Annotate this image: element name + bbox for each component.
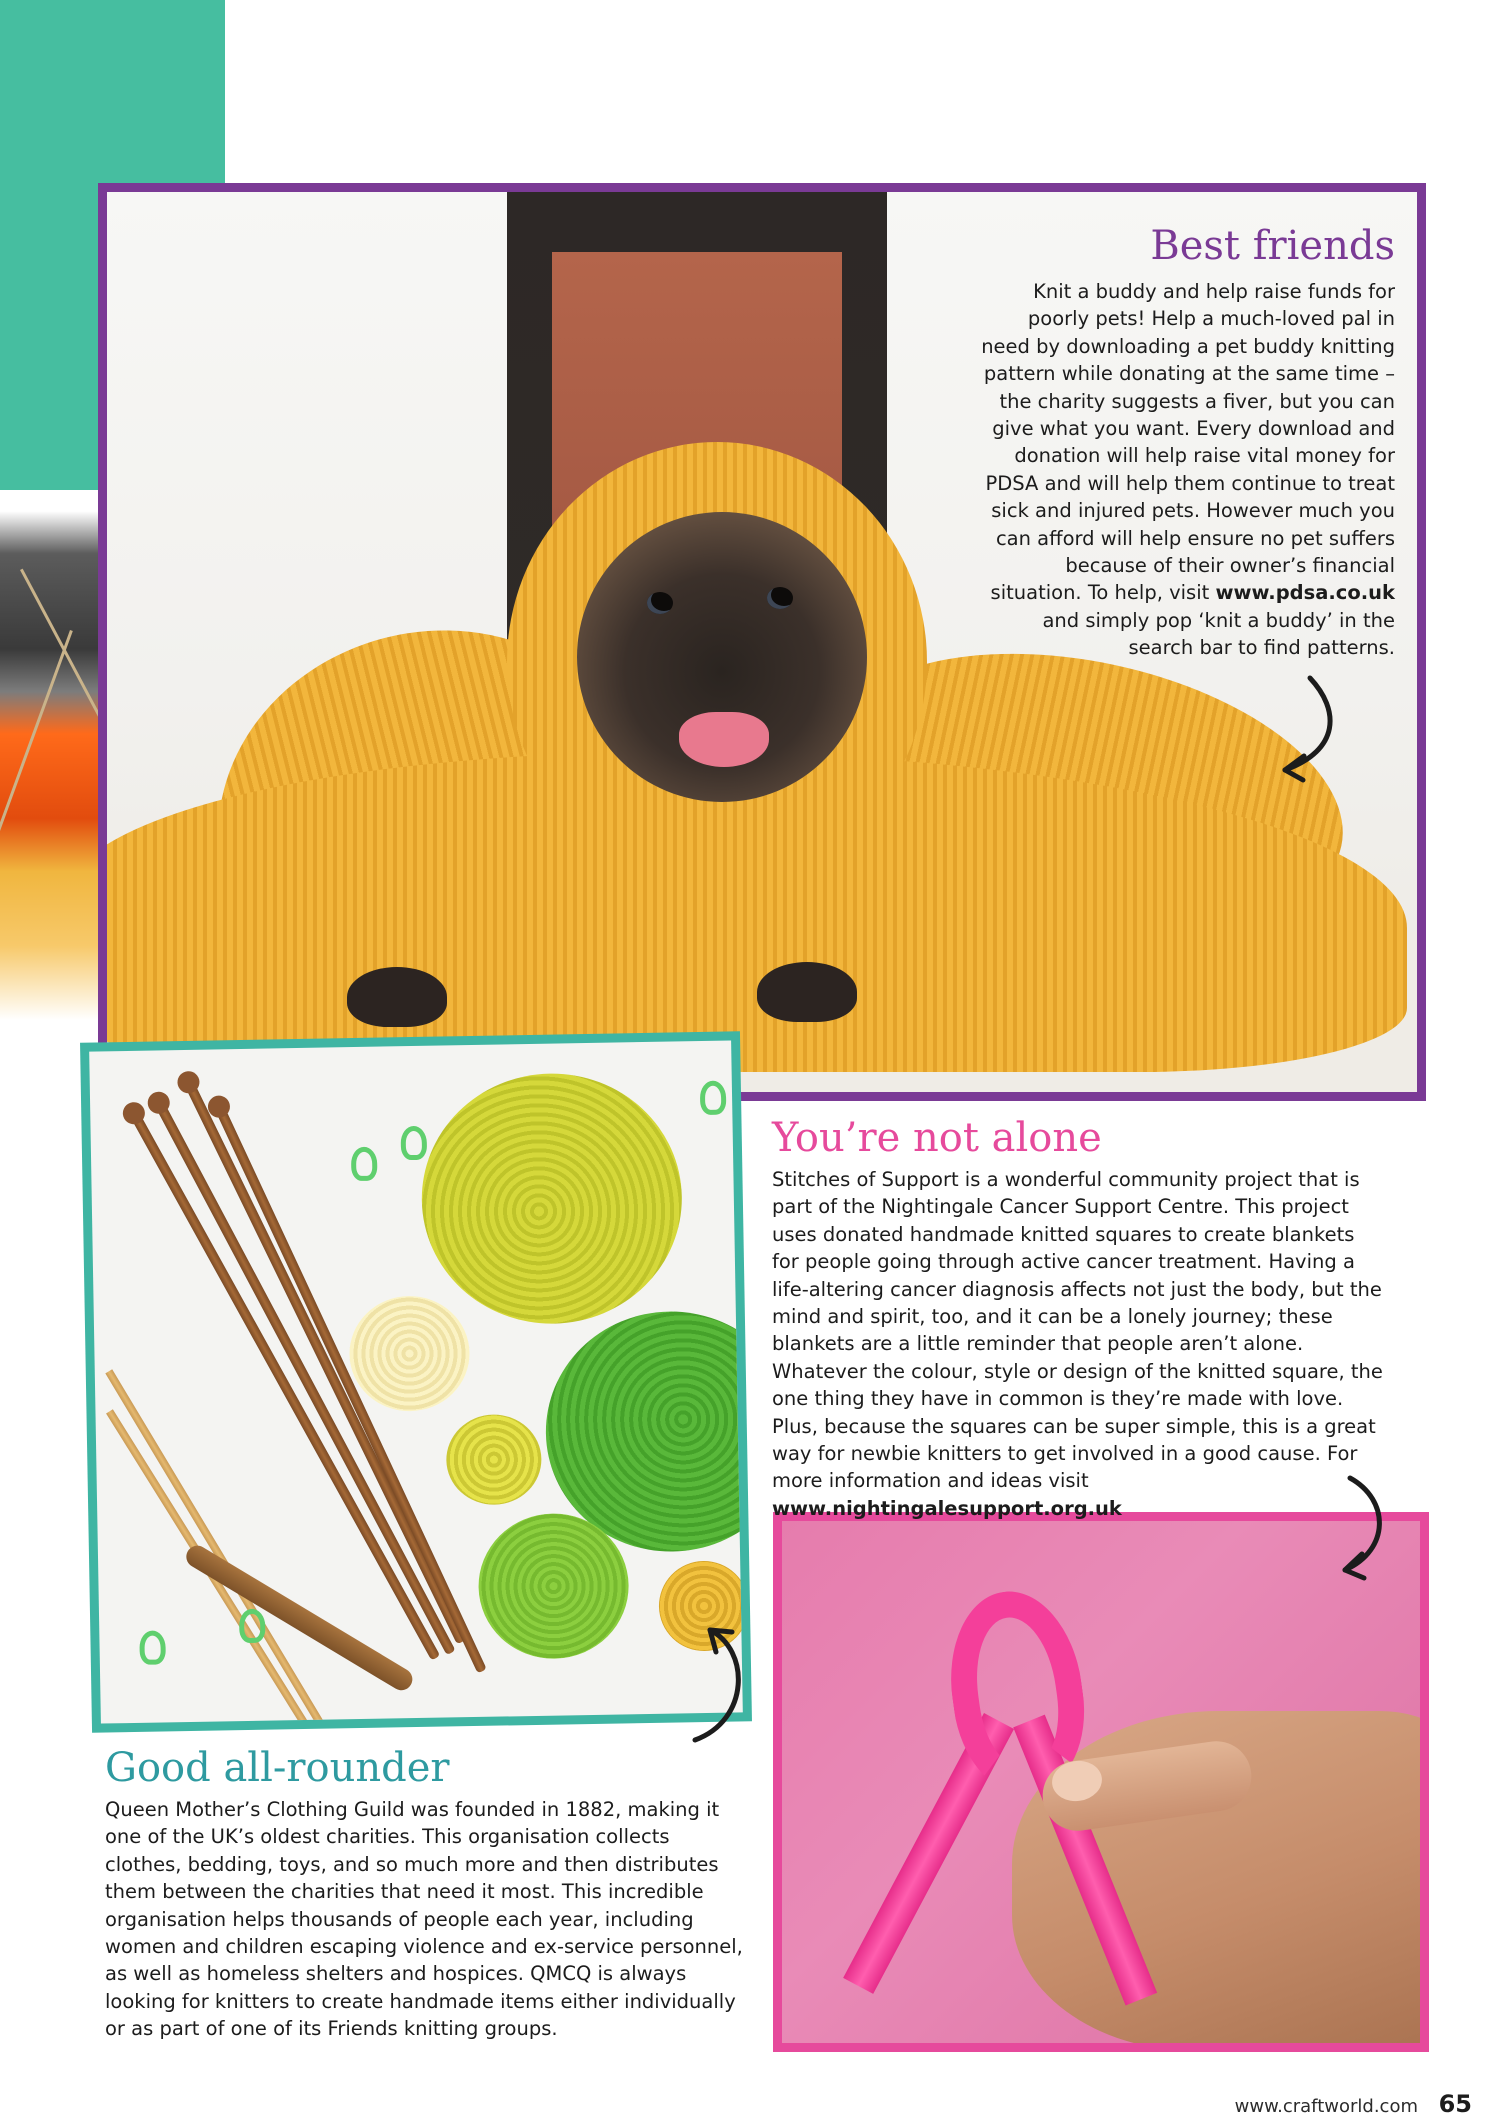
stitch-marker: [351, 1147, 378, 1181]
knitting-needles-photo: [89, 1040, 743, 1723]
curved-arrow-icon: [680, 1610, 770, 1750]
best-friends-body: Knit a buddy and help raise funds for poorly pets! Help a much-loved pal in need by downloading a pet buddy knitting pattern while donating at the same time – the charity suggests a fiver, but you can give what you want. Every download and donation will help raise vital money for PDSA and will help them continue to treat sick and injured pets. However much you can afford will help ensure no pet suffers because of their owner’s financial situation. To help, visit www.pdsa.co.uk and simply pop ‘knit a buddy’ in the search bar to find patterns.: [981, 280, 1395, 660]
yarn-strip-photo: [0, 490, 100, 1020]
pug-paw: [347, 967, 447, 1027]
yellow-yarn-ball: [420, 1071, 684, 1325]
not-alone-body: Stitches of Support is a wonderful community project that is part of the Nightingale Cancer Support Centre. This project uses donated handmade knitted squares to create blankets for people going through active cancer treatment. Having a life-altering cancer diagnosis affects not just the body, but the mind and spirit, too, and it can be a lonely journey; these blankets are a little reminder that people aren’t alone. Whatever the colour, style or design of the knitted square, the one thing they have in common is they’re made with love. Plus, because the squares can be super simple, this is a great way for newbie knitters to get involved in a good cause. For more information and ideas visit www.nightingalesupport.org.uk: [772, 1168, 1383, 1520]
pink-ribbon-photo: [782, 1521, 1420, 2043]
page-number: 65: [1438, 2090, 1472, 2118]
good-all-rounder-heading: Good all-rounder: [105, 1745, 450, 1791]
cream-yarn-ball: [349, 1295, 471, 1412]
ribbon-photo-frame: [773, 1512, 1429, 2052]
footer-url[interactable]: www.craftworld.com: [1234, 2096, 1418, 2117]
not-alone-heading: You’re not alone: [772, 1115, 1102, 1161]
good-all-rounder-body: Queen Mother’s Clothing Guild was founded in 1882, making it one of the UK’s oldest charities. This organisation collects clothes, bedding, toys, and so much more and then distributes them between the charities that need it most. This incredible organisation helps thousands of people each year, including women and children escaping violence and ex-service personnel, as well as homeless shelters and hospices. QMCQ is always looking for knitters to create handmade items either individually or as part of one of its Friends knitting groups.: [105, 1798, 743, 2041]
curved-arrow-icon: [1270, 670, 1360, 790]
nightingale-link[interactable]: www.nightingalesupport.org.uk: [772, 1496, 1122, 1520]
best-friends-heading: Best friends: [1150, 223, 1395, 269]
pdsa-link[interactable]: www.pdsa.co.uk: [1215, 581, 1395, 605]
pug-paw: [757, 962, 857, 1022]
needles-photo-frame: [80, 1031, 752, 1732]
